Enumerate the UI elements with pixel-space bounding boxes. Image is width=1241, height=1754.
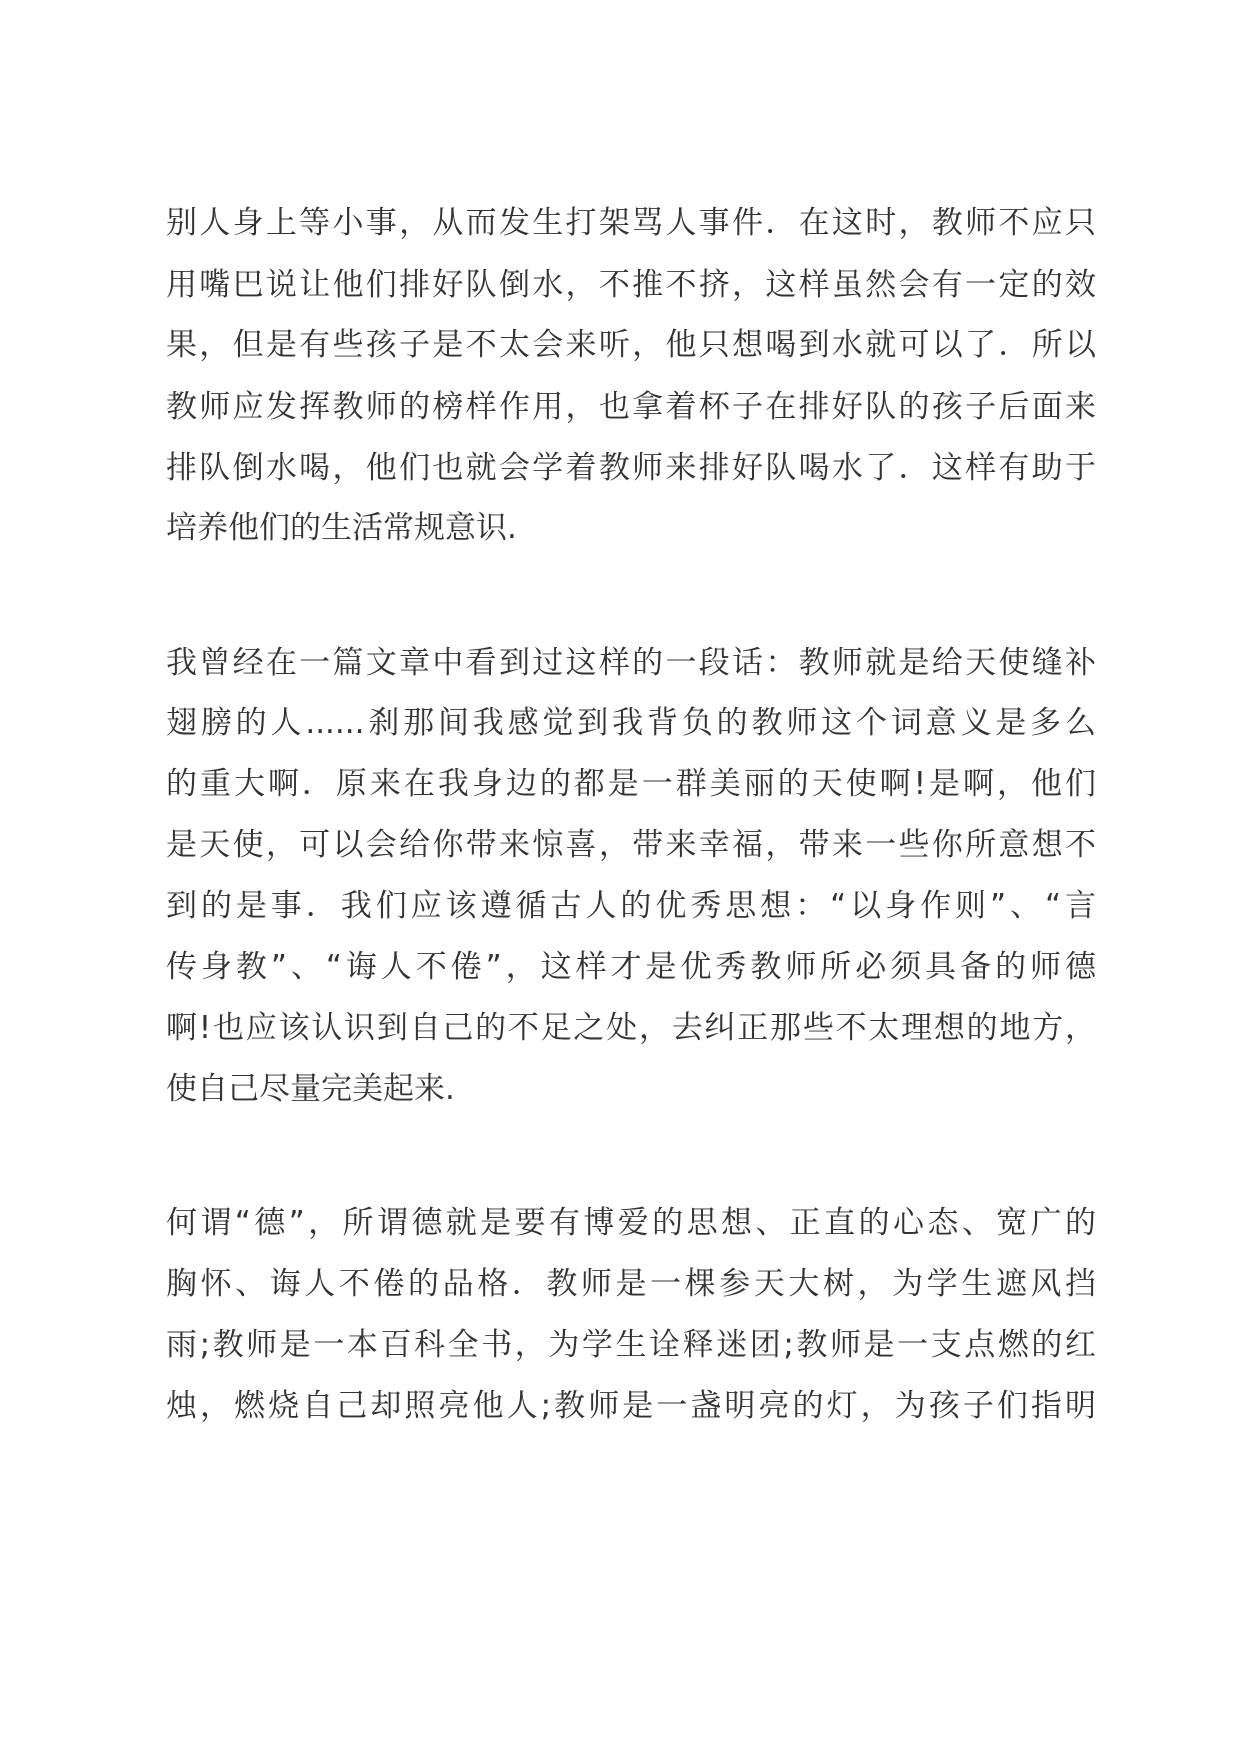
text-line: 用嘴巴说让他们排好队倒水，不推不挤，这样虽然会有一定的效 xyxy=(166,267,1096,303)
text-line: 胸怀、诲人不倦的品格．教师是一棵参天大树，为学生遮风挡 xyxy=(166,1266,1096,1302)
text-line: 别人身上等小事，从而发生打架骂人事件．在这时，教师不应只 xyxy=(166,205,1096,241)
text-line: 传身教”、“诲人不倦”，这样才是优秀教师所必须具备的师德 xyxy=(166,949,1096,985)
text-line: 是天使，可以会给你带来惊喜，带来幸福，带来一些你所意想不 xyxy=(166,827,1096,863)
text-line: 果，但是有些孩子是不太会来听，他只想喝到水就可以了．所以 xyxy=(166,327,1096,363)
text-line: 排队倒水喝，他们也就会学着教师来排好队喝水了．这样有助于 xyxy=(166,450,1096,486)
text-line: 啊!也应该认识到自己的不足之处，去纠正那些不太理想的地方， xyxy=(166,1010,1096,1046)
text-line: 到的是事．我们应该遵循古人的优秀思想：“以身作则”、“言 xyxy=(166,888,1096,924)
text-line: 我曾经在一篇文章中看到过这样的一段话：教师就是给天使缝补 xyxy=(166,645,1096,681)
text-line: 烛，燃烧自己却照亮他人;教师是一盏明亮的灯，为孩子们指明 xyxy=(166,1388,1096,1424)
text-line: 使自己尽量完美起来. xyxy=(166,1071,455,1107)
text-line: 培养他们的生活常规意识. xyxy=(166,510,517,546)
text-line: 何谓“德”，所谓德就是要有博爱的思想、正直的心态、宽广的 xyxy=(166,1205,1096,1241)
text-line: 的重大啊．原来在我身边的都是一群美丽的天使啊!是啊，他们 xyxy=(166,766,1096,802)
text-line: 雨;教师是一本百科全书，为学生诠释迷团;教师是一支点燃的红 xyxy=(166,1327,1096,1363)
text-line: 翅膀的人......刹那间我感觉到我背负的教师这个词意义是多么 xyxy=(166,705,1096,741)
text-line: 教师应发挥教师的榜样作用，也拿着杯子在排好队的孩子后面来 xyxy=(166,389,1096,425)
